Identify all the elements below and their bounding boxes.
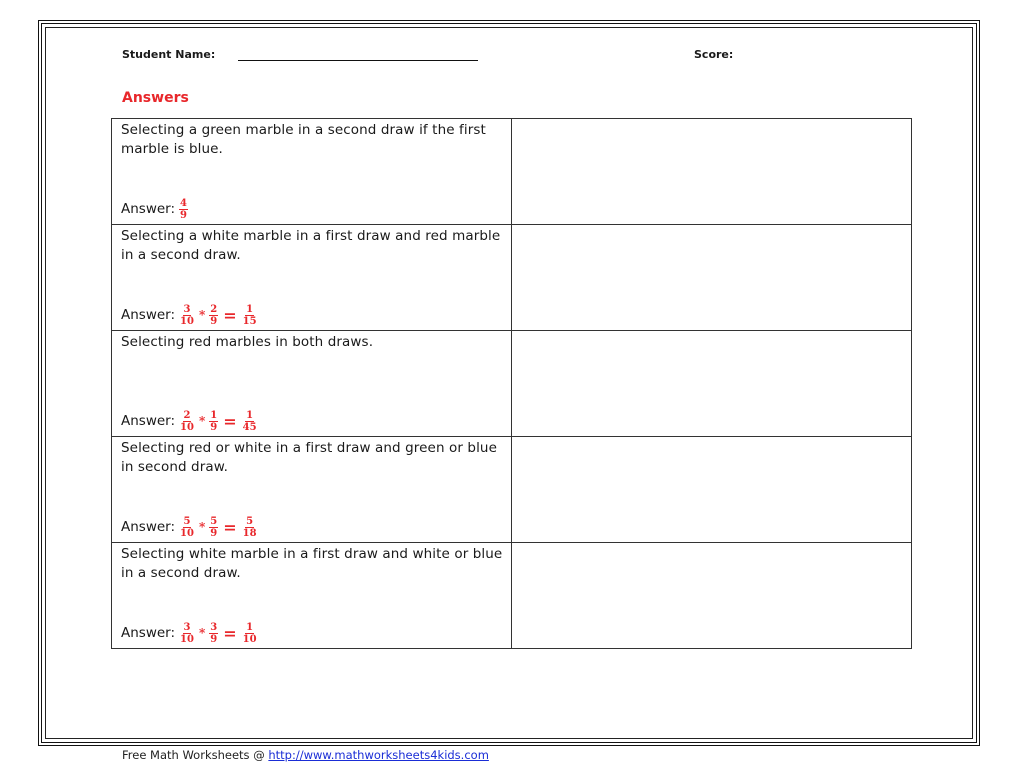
answer-math [178,410,259,433]
fraction-denominator: 9 [210,315,218,327]
answer-math [178,304,259,327]
table-row [112,119,912,225]
answer-math [178,198,189,221]
fraction-numerator: 3 [183,621,191,633]
worksheet-header [122,48,762,68]
blank-work-cell [512,225,912,331]
question-cell [112,225,512,331]
table-row [112,543,912,649]
fraction-denominator: 45 [242,421,257,433]
blank-work-cell [512,543,912,649]
fraction [209,622,218,645]
fraction-numerator: 1 [246,409,254,421]
fraction-denominator: 9 [210,527,218,539]
fraction-numerator: 2 [183,409,191,421]
fraction-denominator: 10 [180,527,194,539]
fraction-numerator: 2 [210,303,218,315]
answer-label: Answer: [121,201,176,217]
fraction-denominator: 10 [242,633,257,645]
answer-line [121,620,259,646]
fraction [179,410,195,433]
fraction-numerator: 5 [183,515,191,527]
equals-operator: = [223,411,237,431]
equals-operator: = [223,517,237,537]
footer-link[interactable]: http://www.mathworksheets4kids.com [268,748,489,762]
fraction-numerator: 4 [180,197,188,209]
fraction-denominator: 9 [210,421,218,433]
multiply-operator: * [198,520,206,534]
fraction-denominator: 10 [180,315,194,327]
table-row [112,331,912,437]
fraction [179,198,188,221]
fraction-denominator: 18 [242,527,257,539]
fraction [242,304,258,327]
table-row [112,225,912,331]
fraction [209,410,218,433]
question-cell [112,119,512,225]
question-cell [112,543,512,649]
question-cell [112,437,512,543]
student-name-label: Student Name: [122,48,216,61]
answer-label: Answer: [121,307,176,323]
fraction-numerator: 1 [246,621,254,633]
fraction-numerator: 3 [210,621,218,633]
fraction [242,410,258,433]
fraction-numerator: 1 [246,303,254,315]
answer-label: Answer: [121,413,176,429]
equals-operator: = [223,623,237,643]
answer-line [121,514,259,540]
fraction [209,304,218,327]
fraction [242,622,258,645]
fraction-denominator: 9 [180,209,188,221]
answers-table [111,118,912,649]
multiply-operator: * [198,414,206,428]
question-text: Selecting white marble in a first draw and white or blue in a second draw. [121,546,503,581]
fraction [242,516,258,539]
answer-math [178,516,259,539]
fraction-denominator: 9 [210,633,218,645]
question-text: Selecting red marbles in both draws. [121,334,374,350]
question-text: Selecting a green marble in a second draw if the first marble is blue. [121,122,486,157]
fraction-denominator: 10 [180,633,194,645]
fraction-numerator: 5 [246,515,254,527]
answers-heading: Answers [122,90,189,106]
blank-work-cell [512,119,912,225]
footer-text: Free Math Worksheets @ [122,748,269,762]
fraction [209,516,218,539]
fraction [179,304,195,327]
answer-math [178,622,259,645]
fraction-denominator: 10 [180,421,194,433]
footer [122,748,489,762]
answer-label: Answer: [121,519,176,535]
question-text: Selecting red or white in a first draw and green or blue in second draw. [121,440,497,475]
fraction [179,622,195,645]
fraction [179,516,195,539]
fraction-denominator: 15 [242,315,257,327]
table-row [112,437,912,543]
answer-line [121,196,189,222]
score-label: Score: [694,48,734,61]
equals-operator: = [223,305,237,325]
question-text: Selecting a white marble in a first draw and red marble in a second draw. [121,228,501,263]
fraction-numerator: 3 [183,303,191,315]
answer-line [121,302,259,328]
answer-line [121,408,259,434]
multiply-operator: * [198,626,206,640]
blank-work-cell [512,331,912,437]
question-cell [112,331,512,437]
multiply-operator: * [198,308,206,322]
fraction-numerator: 1 [210,409,218,421]
blank-work-cell [512,437,912,543]
answer-label: Answer: [121,625,176,641]
student-name-line [238,60,478,61]
fraction-numerator: 5 [210,515,218,527]
